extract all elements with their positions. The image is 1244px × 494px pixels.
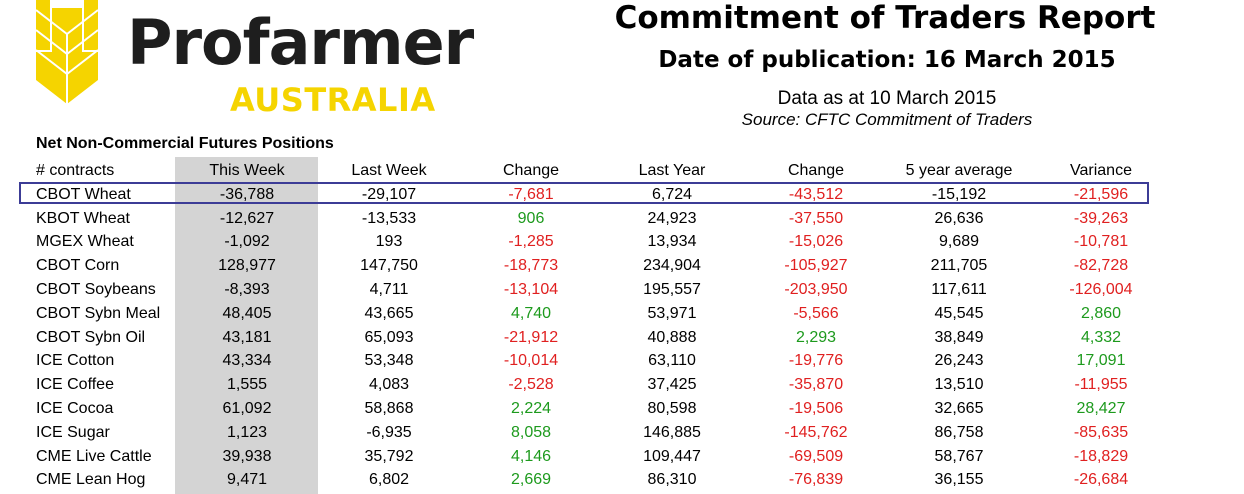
change-year-cell: -105,927 xyxy=(784,257,848,275)
contract-name-cell: CBOT Wheat xyxy=(36,185,131,203)
last-year-cell: 234,904 xyxy=(643,257,701,275)
change-week-cell: 2,224 xyxy=(510,399,552,417)
variance-cell: -82,728 xyxy=(1073,257,1129,275)
last-year-cell: 13,934 xyxy=(647,233,697,251)
five-year-average-cell: 9,689 xyxy=(938,233,980,251)
contract-name-cell: ICE Cotton xyxy=(36,352,115,370)
last-week-cell: 193 xyxy=(375,233,403,251)
data-source: Source: CFTC Commitment of Traders xyxy=(741,110,1033,129)
header-this-week: This Week xyxy=(209,162,285,179)
this-week-cell: 1,123 xyxy=(226,423,268,441)
change-week-cell: 4,740 xyxy=(510,304,552,322)
last-week-cell: 65,093 xyxy=(364,328,414,346)
contract-name-cell: CBOT Sybn Oil xyxy=(36,328,146,346)
contract-name-cell: KBOT Wheat xyxy=(36,209,130,227)
change-week-cell: -18,773 xyxy=(503,257,559,275)
contract-name-cell: ICE Cocoa xyxy=(36,399,114,417)
last-year-cell: 24,923 xyxy=(647,209,697,227)
five-year-average-cell: 117,611 xyxy=(931,280,987,298)
contract-name-cell: CME Lean Hog xyxy=(36,471,146,489)
this-week-cell: -8,393 xyxy=(224,280,270,298)
last-week-cell: -6,935 xyxy=(366,423,412,441)
header-5yr-average: 5 year average xyxy=(905,162,1013,179)
last-week-cell: 35,792 xyxy=(364,447,414,465)
this-week-cell: -1,092 xyxy=(224,233,270,251)
last-year-cell: 195,557 xyxy=(643,280,701,298)
table-title: Net Non-Commercial Futures Positions xyxy=(36,135,334,152)
table-row xyxy=(0,254,1244,278)
contract-name-cell: CBOT Corn xyxy=(36,257,120,275)
this-week-cell: 1,555 xyxy=(226,376,268,394)
change-year-cell: -15,026 xyxy=(788,233,844,251)
this-week-cell: 43,334 xyxy=(222,352,272,370)
last-year-cell: 6,724 xyxy=(651,185,693,203)
this-week-cell: 48,405 xyxy=(222,304,272,322)
brand-name: Profarmer xyxy=(127,6,474,79)
change-year-cell: -76,839 xyxy=(788,471,844,489)
last-week-cell: -13,533 xyxy=(361,209,417,227)
five-year-average-cell: 32,665 xyxy=(934,399,984,417)
header-variance: Variance xyxy=(1070,162,1132,179)
positions-table xyxy=(0,159,1244,492)
contract-name-cell: ICE Sugar xyxy=(36,423,110,441)
table-row xyxy=(0,302,1244,326)
this-week-cell: -12,627 xyxy=(219,209,275,227)
last-year-cell: 37,425 xyxy=(647,376,697,394)
brand-subtitle: AUSTRALIA xyxy=(230,81,436,119)
change-week-cell: -21,912 xyxy=(503,328,559,346)
change-week-cell: 4,146 xyxy=(510,447,552,465)
variance-cell: -18,829 xyxy=(1073,447,1129,465)
variance-cell: -85,635 xyxy=(1073,423,1129,441)
this-week-cell: -36,788 xyxy=(219,185,275,203)
change-week-cell: -10,014 xyxy=(503,352,559,370)
this-week-cell: 128,977 xyxy=(218,257,276,275)
this-week-cell: 39,938 xyxy=(222,447,272,465)
table-row xyxy=(0,230,1244,254)
change-year-cell: 2,293 xyxy=(795,328,837,346)
table-row xyxy=(0,207,1244,231)
variance-cell: -39,263 xyxy=(1073,209,1129,227)
this-week-cell: 61,092 xyxy=(222,399,272,417)
five-year-average-cell: 38,849 xyxy=(934,328,984,346)
table-row xyxy=(0,421,1244,445)
five-year-average-cell: -15,192 xyxy=(931,185,987,203)
contract-name-cell: CBOT Sybn Meal xyxy=(36,304,161,322)
cbot-wheat-highlight-box xyxy=(19,182,1149,204)
change-week-cell: 2,669 xyxy=(510,471,552,489)
table-row xyxy=(0,349,1244,373)
last-week-cell: 6,802 xyxy=(368,471,410,489)
contract-name-cell: ICE Coffee xyxy=(36,376,114,394)
table-row xyxy=(0,468,1244,492)
variance-cell: -21,596 xyxy=(1073,185,1129,203)
change-week-cell: -2,528 xyxy=(508,376,554,394)
report-title: Commitment of Traders Report xyxy=(614,0,1156,36)
change-week-cell: -7,681 xyxy=(508,185,554,203)
five-year-average-cell: 26,243 xyxy=(934,352,984,370)
change-week-cell: -13,104 xyxy=(503,280,559,298)
table-row xyxy=(0,278,1244,302)
last-week-cell: 53,348 xyxy=(364,352,414,370)
variance-cell: 4,332 xyxy=(1080,328,1122,346)
table-row xyxy=(0,445,1244,469)
five-year-average-cell: 58,767 xyxy=(934,447,984,465)
change-year-cell: -43,512 xyxy=(788,185,844,203)
header-last-week: Last Week xyxy=(351,162,427,179)
change-year-cell: -19,776 xyxy=(788,352,844,370)
five-year-average-cell: 45,545 xyxy=(934,304,984,322)
last-week-cell: 43,665 xyxy=(364,304,414,322)
variance-cell: 17,091 xyxy=(1076,352,1126,370)
change-week-cell: 906 xyxy=(517,209,545,227)
change-year-cell: -203,950 xyxy=(784,280,848,298)
last-week-cell: -29,107 xyxy=(361,185,417,203)
header-last-year: Last Year xyxy=(638,162,706,179)
contract-name-cell: MGEX Wheat xyxy=(36,233,134,251)
change-year-cell: -5,566 xyxy=(793,304,839,322)
header-change-year: Change xyxy=(787,162,845,179)
change-year-cell: -37,550 xyxy=(788,209,844,227)
last-week-cell: 4,711 xyxy=(369,280,409,298)
table-row xyxy=(0,326,1244,350)
variance-cell: -11,955 xyxy=(1074,376,1128,394)
variance-cell: -10,781 xyxy=(1073,233,1129,251)
this-week-cell: 9,471 xyxy=(226,471,268,489)
this-week-cell: 43,181 xyxy=(222,328,272,346)
last-year-cell: 86,310 xyxy=(647,471,697,489)
last-week-cell: 4,083 xyxy=(368,376,410,394)
five-year-average-cell: 86,758 xyxy=(934,423,984,441)
table-row xyxy=(0,373,1244,397)
table-row xyxy=(0,397,1244,421)
change-year-cell: -35,870 xyxy=(788,376,844,394)
last-week-cell: 147,750 xyxy=(360,257,418,275)
change-week-cell: 8,058 xyxy=(510,423,552,441)
change-year-cell: -145,762 xyxy=(784,423,848,441)
last-year-cell: 40,888 xyxy=(647,328,697,346)
change-year-cell: -69,509 xyxy=(788,447,844,465)
header-contracts: # contracts xyxy=(36,162,115,179)
change-year-cell: -19,506 xyxy=(788,399,844,417)
last-year-cell: 80,598 xyxy=(647,399,697,417)
five-year-average-cell: 36,155 xyxy=(934,471,984,489)
wheat-logo-icon xyxy=(36,0,98,104)
variance-cell: -126,004 xyxy=(1069,280,1133,298)
contract-name-cell: CBOT Soybeans xyxy=(36,280,156,298)
header-change-week: Change xyxy=(502,162,560,179)
variance-cell: 2,860 xyxy=(1080,304,1122,322)
five-year-average-cell: 211,705 xyxy=(930,257,988,275)
last-year-cell: 109,447 xyxy=(643,447,701,465)
variance-cell: -26,684 xyxy=(1073,471,1129,489)
data-as-at: Data as at 10 March 2015 xyxy=(777,88,997,109)
last-year-cell: 146,885 xyxy=(643,423,701,441)
change-week-cell: -1,285 xyxy=(508,233,554,251)
five-year-average-cell: 13,510 xyxy=(934,376,984,394)
variance-cell: 28,427 xyxy=(1076,399,1126,417)
last-year-cell: 53,971 xyxy=(647,304,697,322)
publication-date: Date of publication: 16 March 2015 xyxy=(658,47,1116,73)
table-header-row xyxy=(0,159,1244,183)
last-year-cell: 63,110 xyxy=(648,352,696,370)
contract-name-cell: CME Live Cattle xyxy=(36,447,152,465)
last-week-cell: 58,868 xyxy=(364,399,414,417)
five-year-average-cell: 26,636 xyxy=(934,209,984,227)
